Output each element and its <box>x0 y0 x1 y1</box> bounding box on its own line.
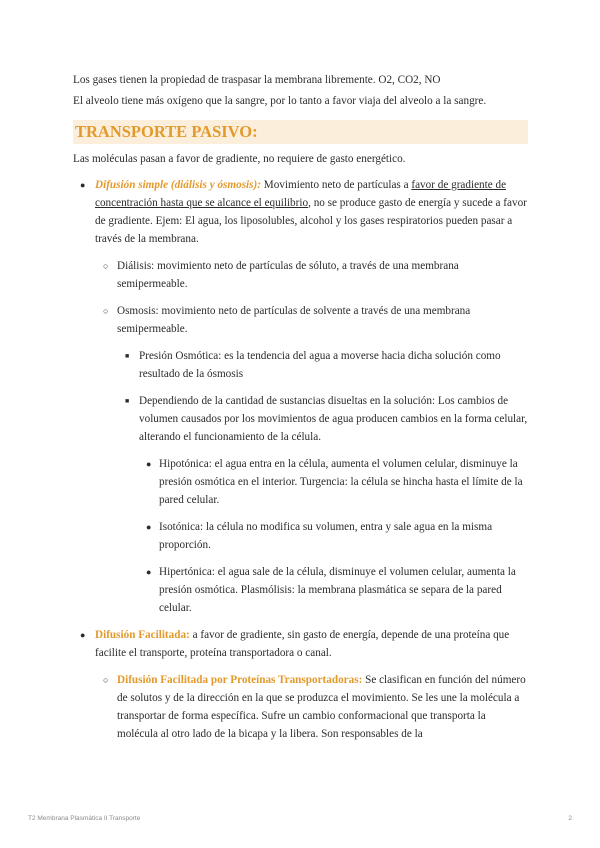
bullet-circle-icon: ○ <box>103 306 109 316</box>
osmosis-text: Osmosis: movimiento neto de partículas de solvente a través de una membrana semipermeable. <box>117 305 471 335</box>
transport-list <box>73 176 528 743</box>
term-difusion-simple: Difusión simple (diálisis y ósmosis): <box>95 179 261 191</box>
difusion-simple-underlined: favor de gradiente de concentración hasta que se alcance el equilibrio <box>95 179 507 209</box>
term-difusion-facilitada: Difusión Facilitada: <box>95 629 190 641</box>
list-item-isotonica <box>73 518 528 554</box>
bullet-disc-icon: ● <box>80 630 86 640</box>
list-item-dialisis <box>73 257 528 293</box>
bullet-square-icon: ■ <box>125 352 130 360</box>
page-footer <box>28 810 572 828</box>
difusion-simple-text-a: Movimiento neto de partículas a <box>260 179 412 191</box>
list-item-osmosis <box>73 302 528 338</box>
page-number: 2 <box>568 815 572 822</box>
intro-line-gases: Los gases tienen la propiedad de traspasar la membrana libremente. O2, CO2, NO <box>73 74 441 86</box>
list-item-proteinas-transportadoras <box>73 671 528 743</box>
section-heading: TRANSPORTE PASIVO: <box>73 120 528 144</box>
difusion-facilitada-text: a favor de gradiente, sin gasto de energía, depende de una proteína que facilite el transporte, proteína transportadora o canal. <box>95 629 510 659</box>
list-item-presion-osmotica <box>73 347 528 383</box>
section-lead: Las moléculas pasan a favor de gradiente, no requiere de gasto energético. <box>73 153 406 165</box>
bullet-disc-icon: ● <box>146 567 152 577</box>
bullet-disc-icon: ● <box>146 522 152 532</box>
list-item-hipertonica <box>73 563 528 617</box>
hipertonica-text: Hipertónica: el agua sale de la célula, disminuye el volumen celular, aumenta la presión osmótica. Plasmólisis: la membrana plasmática se separa de la pared celular. <box>159 566 516 614</box>
hipotonica-text: Hipotónica: el agua entra en la célula, aumenta el volumen celular, disminuye la presión osmótica en el interior. Turgencia: la célula se hincha hasta el límite de la pared celular. <box>159 458 523 506</box>
term-proteinas-transportadoras: Difusión Facilitada por Proteínas Transportadoras: <box>117 674 363 686</box>
difusion-simple-text-b: , no se produce gasto de energía y sucede a favor de gradiente. Ejem: El agua, los liposolubles, alcohol y los gases respiratorios pueden pasar a través de la membrana. <box>95 197 527 245</box>
bullet-circle-icon: ○ <box>103 261 109 271</box>
list-item-difusion-simple <box>73 176 528 248</box>
intro-line-alveolo: El alveolo tiene más oxígeno que la sangre, por lo tanto a favor viaja del alveolo a la sangre. <box>73 95 487 107</box>
bullet-circle-icon: ○ <box>103 675 109 685</box>
dialisis-text: Diálisis: movimiento neto de partículas de sóluto, a través de una membrana semipermeable. <box>117 260 459 290</box>
proteinas-transportadoras-text: Se clasifican en función del número de solutos y de la dirección en la que se produzca el movimiento. Se les une la molécula a transportar de forma específica. Sufre un cambio conformacional que transporta la molécula al otro lado de la bicapa y la libera. Son responsables de la <box>117 674 526 740</box>
document-page <box>73 71 528 752</box>
list-item-difusion-facilitada <box>73 626 528 662</box>
list-item-hipotonica <box>73 455 528 509</box>
footer-title: T2 Membrana Plasmática II Transporte <box>28 815 141 822</box>
presion-text: Presión Osmótica: es la tendencia del agua a moverse hacia dicha solución como resultado de la ósmosis <box>139 350 501 380</box>
bullet-disc-icon: ● <box>80 180 86 190</box>
list-item-dependiendo <box>73 392 528 446</box>
dependiendo-text: Dependiendo de la cantidad de sustancias disueltas en la solución: Los cambios de volumen causados por los movimientos de agua producen cambios en la forma celular, alterando el funcionamiento de la célula. <box>139 395 528 443</box>
bullet-square-icon: ■ <box>125 397 130 405</box>
isotonica-text: Isotónica: la célula no modifica su volumen, entra y sale agua en la misma proporción. <box>159 521 493 551</box>
bullet-disc-icon: ● <box>146 459 152 469</box>
